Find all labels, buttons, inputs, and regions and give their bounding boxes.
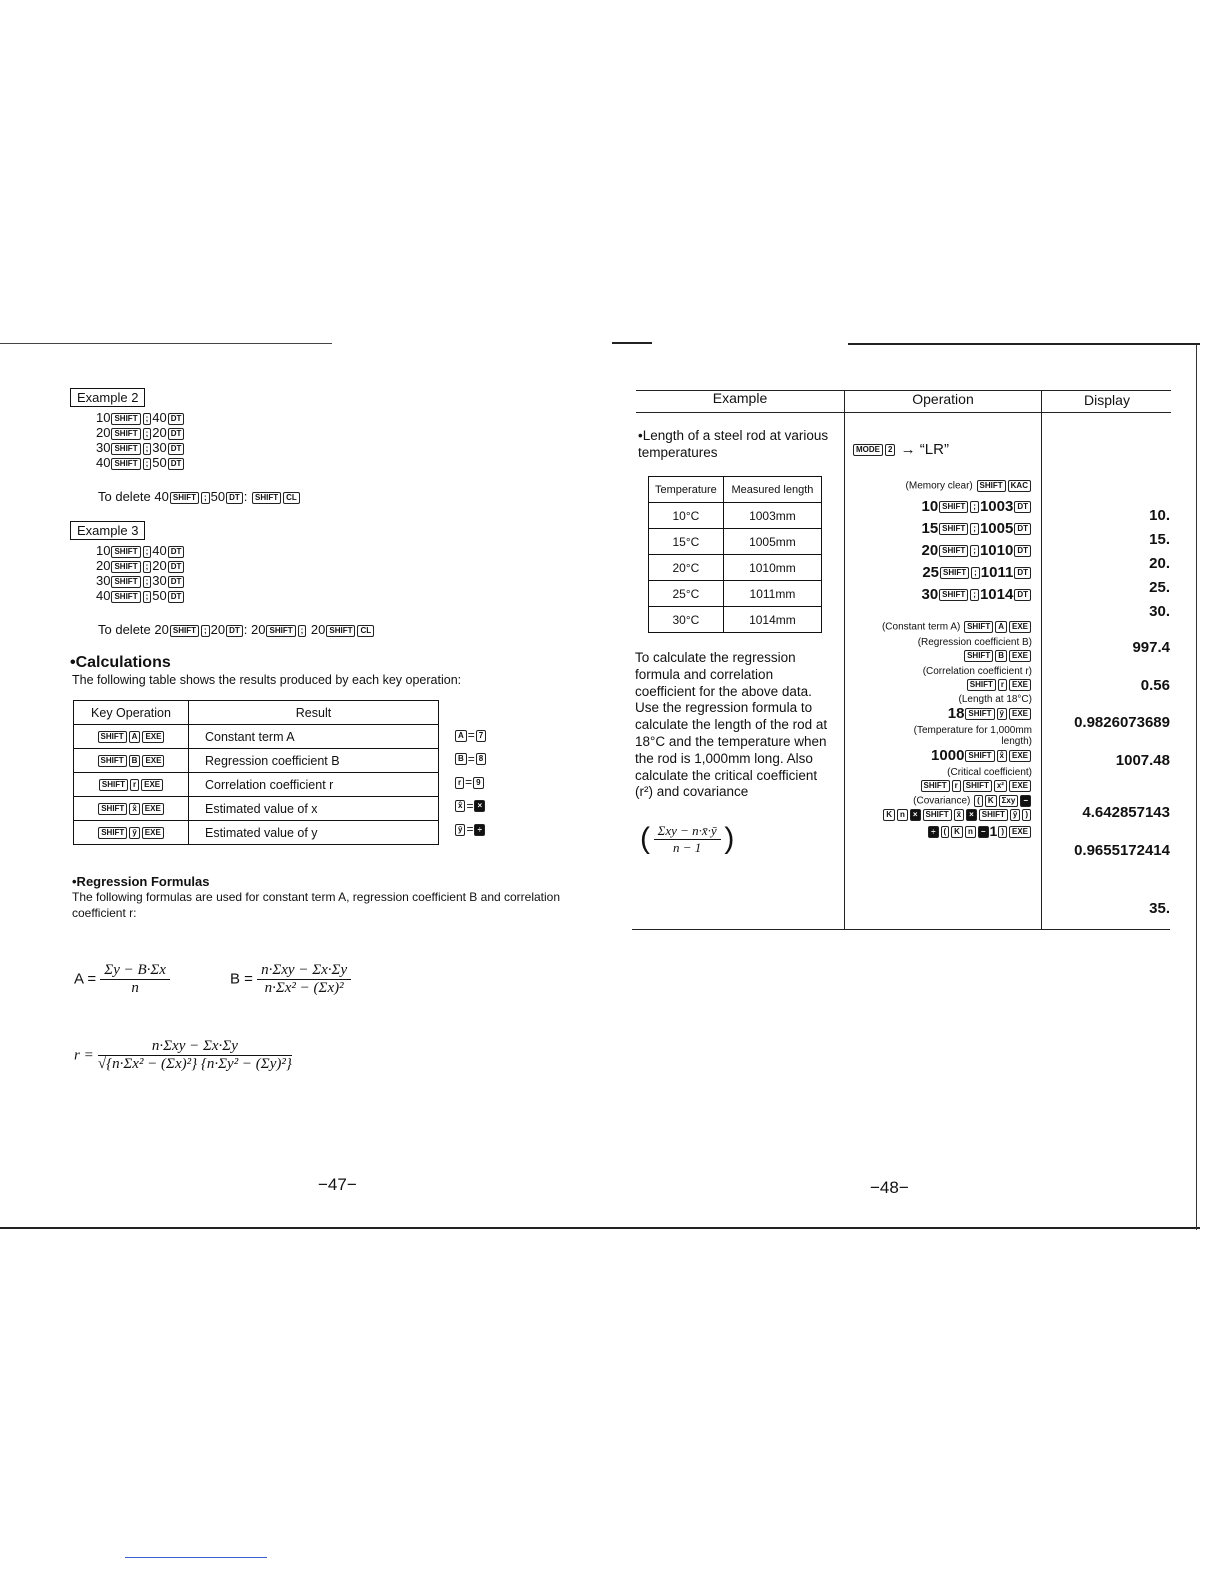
- display-value: 30.: [1149, 603, 1170, 620]
- data-entry-op: 15 SHIFT ; 1005 DT: [846, 520, 1032, 537]
- display-value: 35.: [1149, 900, 1170, 917]
- key-equivalent: r = 9: [454, 771, 487, 795]
- formula-lhs: A =: [74, 970, 97, 988]
- key-sequence: SHIFT r EXE: [74, 773, 189, 797]
- table-row: [649, 581, 822, 607]
- example3-label: Example 3: [70, 521, 145, 540]
- regression-op: SHIFT B EXE: [846, 650, 1032, 662]
- result-cell: Constant term A: [189, 725, 439, 749]
- correlation-label: (Correlation coefficient r): [922, 666, 1032, 677]
- header-operation: Operation: [912, 391, 974, 407]
- regression-label: (Regression coefficient B): [917, 637, 1032, 648]
- right-top-rule: [848, 343, 1200, 345]
- step-line: 20 SHIFT ; 20 DT: [96, 558, 185, 573]
- formula-numerator: Σxy − n·x̄·ȳ: [654, 823, 721, 840]
- temp-cell: 25°C: [649, 581, 724, 607]
- temperature-op: 1000 SHIFT x̂ EXE: [846, 747, 1032, 764]
- table-header-row: [74, 701, 439, 725]
- table-header: Result: [189, 701, 439, 725]
- step-line: 10 SHIFT ; 40 DT: [96, 410, 185, 425]
- key-sequence: SHIFT B EXE: [74, 749, 189, 773]
- length-cell: 1014mm: [723, 607, 821, 633]
- table-row: [649, 607, 822, 633]
- table-row: [74, 821, 439, 845]
- example2-delete: To delete 40 SHIFT ; 50 DT : SHIFT CL: [98, 489, 301, 504]
- step-line: 20 SHIFT ; 20 DT: [96, 425, 185, 440]
- key-sequence: SHIFT ŷ EXE: [74, 821, 189, 845]
- display-value: 25.: [1149, 579, 1170, 596]
- table-row: [74, 749, 439, 773]
- step-line: 10 SHIFT ; 40 DT: [96, 543, 185, 558]
- correlation-op: SHIFT r EXE: [846, 679, 1032, 691]
- formula-denominator: n·Σx² − (Σx)²: [264, 980, 344, 996]
- column-divider: [844, 390, 845, 930]
- length-cell: 1010mm: [723, 555, 821, 581]
- covariance-op-3: ÷ ( K n − 1 ) EXE: [846, 823, 1032, 839]
- critical-op: SHIFT r SHIFT x² EXE: [846, 780, 1032, 792]
- key-equivalent: x̂ = ×: [454, 795, 487, 819]
- table-row: [74, 725, 439, 749]
- key-equivalent: A = 7: [454, 724, 487, 748]
- data-entry-op: 25 SHIFT ; 1011 DT: [846, 564, 1032, 581]
- length-cell: 1011mm: [723, 581, 821, 607]
- temp-cell: 20°C: [649, 555, 724, 581]
- example3-steps: [96, 543, 185, 603]
- step-line: 30 SHIFT ; 30 DT: [96, 573, 185, 588]
- display-value: 997.4: [1132, 639, 1170, 656]
- formula-r: [74, 1038, 292, 1073]
- step-line: 30 SHIFT ; 30 DT: [96, 440, 185, 455]
- mode-operation: MODE 2 → “LR”: [852, 441, 949, 458]
- table-header: Measured length: [723, 477, 821, 503]
- display-value: 4.642857143: [1082, 804, 1170, 821]
- key-sequence: SHIFT A EXE: [74, 725, 189, 749]
- display-value: 0.9655172414: [1074, 842, 1170, 859]
- table-header: Temperature: [649, 477, 724, 503]
- formula-lhs: r =: [74, 1047, 94, 1064]
- example2-steps: [96, 410, 185, 470]
- length-op: 18 SHIFT ŷ EXE: [846, 705, 1032, 722]
- table-row: [649, 555, 822, 581]
- operation-column: [846, 480, 1032, 839]
- memory-clear-op: (Memory clear) SHIFT KAC: [846, 480, 1032, 492]
- temp-cell: 10°C: [649, 503, 724, 529]
- bottom-rule: [0, 1227, 1200, 1229]
- display-value: 0.9826073689: [1074, 714, 1170, 731]
- temperature-label: (Temperature for 1,000mm length): [913, 725, 1032, 747]
- formula-numerator: Σy − B·Σx: [100, 962, 170, 980]
- regression-intro: The following formulas are used for constant term A, regression coefficient B and correlation coefficient r:: [72, 890, 561, 920]
- regression-title: •Regression Formulas: [72, 874, 210, 889]
- header-example: Example: [712, 390, 768, 406]
- data-entry-op: 20 SHIFT ; 1010 DT: [846, 542, 1032, 559]
- data-entry-op: 10 SHIFT ; 1003 DT: [846, 498, 1032, 515]
- covariance-op-2: K n × SHIFT x̄ × SHIFT ȳ ): [846, 809, 1032, 821]
- right-bottom-rule: [632, 929, 1170, 930]
- formula-numerator: n·Σxy − Σx·Σy: [257, 962, 351, 980]
- length-label: (Length at 18°C): [958, 694, 1032, 705]
- result-cell: Correlation coefficient r: [189, 773, 439, 797]
- table-header-row: [649, 477, 822, 503]
- calculations-intro: The following table shows the results produced by each key operation:: [72, 673, 462, 687]
- right-top-mark: [612, 342, 652, 344]
- constant-term-op: (Constant term A) SHIFT A EXE: [846, 621, 1032, 633]
- display-value: 1007.48: [1115, 752, 1170, 769]
- key-equivalent: B = 8: [454, 748, 487, 772]
- table-header: Key Operation: [74, 701, 189, 725]
- table-row: [649, 503, 822, 529]
- formula-denominator: √{n·Σx² − (Σx)²} {n·Σy² − (Σy)²}: [97, 1056, 292, 1072]
- key-operation-table: [73, 700, 439, 845]
- data-entry-op: 30 SHIFT ; 1014 DT: [846, 586, 1032, 603]
- result-cell: Estimated value of x: [189, 797, 439, 821]
- example2-label: Example 2: [70, 388, 145, 407]
- temp-cell: 15°C: [649, 529, 724, 555]
- right-header-rule-bottom: [636, 412, 1171, 413]
- calc-description: To calculate the regression formula and correlation coefficient for the above data. Use the regression formula to calculate the length of the rod at 18°C and the temperature when the rod is 1,000mm long. Also calculate the critical coefficient (r²) and covariance: [635, 650, 828, 800]
- stray-underline: [125, 1557, 267, 1558]
- left-top-rule: [0, 343, 332, 344]
- formula-denominator: n: [131, 980, 139, 996]
- result-cell: Regression coefficient B: [189, 749, 439, 773]
- display-value: 0.56: [1140, 677, 1170, 694]
- result-cell: Estimated value of y: [189, 821, 439, 845]
- formula-A: [74, 962, 170, 997]
- right-edge-rule: [1196, 345, 1197, 1230]
- table-row: [74, 797, 439, 821]
- calculations-title: •Calculations: [70, 654, 171, 671]
- step-line: 40 SHIFT ; 50 DT: [96, 455, 185, 470]
- temp-cell: 30°C: [649, 607, 724, 633]
- table-row: [74, 773, 439, 797]
- formula-numerator: n·Σxy − Σx·Σy: [98, 1038, 292, 1056]
- formula-denominator: n − 1: [673, 839, 702, 855]
- display-value: 20.: [1149, 555, 1170, 572]
- length-cell: 1003mm: [723, 503, 821, 529]
- header-display: Display: [1084, 392, 1130, 408]
- critical-label: (Critical coefficient): [947, 767, 1032, 778]
- formula-lhs: B =: [230, 970, 253, 988]
- length-cell: 1005mm: [723, 529, 821, 555]
- step-line: 40 SHIFT ; 50 DT: [96, 588, 185, 603]
- display-value: 10.: [1149, 507, 1170, 524]
- key-equivalent: ŷ = ÷: [454, 818, 487, 842]
- temperature-table: [648, 476, 822, 633]
- display-value: 15.: [1149, 531, 1170, 548]
- table-row: [649, 529, 822, 555]
- covariance-formula: ( $\frac{\text{Σxy − n·x̄·ȳ}}{n - 1}$ ): [640, 822, 735, 855]
- key-equivalents: [454, 724, 487, 842]
- right-page-number: −48−: [870, 1178, 909, 1197]
- example-title: •Length of a steel rod at various temperatures: [638, 428, 829, 460]
- formula-B: [230, 962, 351, 997]
- left-page-number: −47−: [318, 1175, 357, 1194]
- covariance-op: (Covariance) ( K Σxy −: [846, 795, 1032, 807]
- key-sequence: SHIFT x̂ EXE: [74, 797, 189, 821]
- example3-delete: To delete 20 SHIFT ; 20 DT : 20 SHIFT ; 20 SHIFT CL: [98, 622, 375, 637]
